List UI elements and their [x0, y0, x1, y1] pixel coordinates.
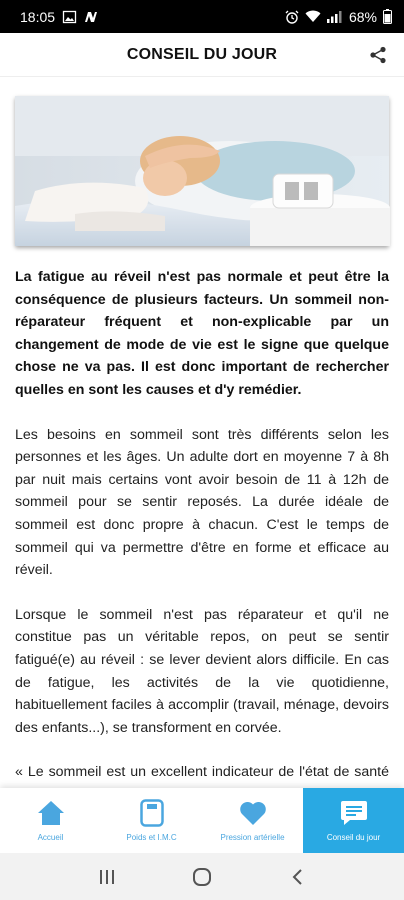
system-navigation-bar: [0, 853, 404, 900]
article-paragraph: Lorsque le sommeil n'est pas réparateur et qu'il ne constitue pas un véritable repos, on peut se sentir fatigué(e) au réveil : se lever devient alors difficile. En cas de fatigue, les activités de la vie quotidienne, habituellement faciles à accomplir (travail, ménage, devoirs des enfants...), se transforment en corvée.: [15, 606, 389, 736]
n-app-icon: [84, 11, 98, 23]
nav-item-poids[interactable]: [101, 788, 202, 853]
nav-label: Poids et I.M.C: [126, 833, 177, 842]
gallery-icon: [63, 11, 76, 23]
home-icon: [37, 799, 65, 827]
article-lead: La fatigue au réveil n'est pas normale et peut être la conséquence de plusieurs facteurs. Un sommeil non-réparateur fréquent et non-explicable par un changement de mode de vie est le signe que quelque chose ne va pas. Il est donc important de rechercher quelles en sont les causes et d'y remédier.: [15, 269, 389, 398]
article-paragraph: Les besoins en sommeil sont très différents selon les personnes et les âges. Un adulte dort en moyenne 7 à 8h par nuit mais certains vont avoir besoin de 11 à 12h de sommeil pour se sentir reposés. La durée idéale de sommeil est donc propre à chacun. C'est le temps de sommeil qui va permettre d'être en forme et efficace au réveil.: [15, 426, 389, 579]
alarm-icon: [285, 10, 299, 24]
battery-icon: [383, 9, 392, 24]
scale-icon: [140, 799, 164, 827]
nav-item-accueil[interactable]: [0, 788, 101, 853]
nav-label: Accueil: [37, 833, 64, 842]
wifi-icon: [305, 10, 321, 23]
back-button[interactable]: [277, 862, 317, 892]
article-body: [15, 266, 389, 829]
app-bar: [0, 33, 404, 77]
system-home-button[interactable]: [182, 862, 222, 892]
battery-percent: 68%: [348, 8, 377, 25]
signal-icon: [327, 10, 343, 23]
recents-icon: [98, 869, 116, 885]
back-icon: [291, 868, 303, 886]
chat-icon: [340, 799, 368, 827]
bottom-navigation: [0, 788, 404, 853]
article-scroll-area[interactable]: [0, 77, 404, 788]
nav-item-pression[interactable]: [202, 788, 303, 853]
home-circle-icon: [192, 867, 212, 887]
heart-icon: [239, 799, 267, 827]
page-title: CONSEIL DU JOUR: [126, 45, 278, 63]
article-paragraph: « Le sommeil est un excellent indicateur de l'état de santé: [15, 764, 389, 781]
nav-label: Pression artérielle: [220, 833, 285, 842]
nav-item-conseil[interactable]: [303, 788, 404, 853]
article-hero-image: [15, 96, 389, 246]
status-bar: [0, 0, 404, 33]
recents-button[interactable]: [87, 862, 127, 892]
share-icon: [369, 46, 387, 64]
share-button[interactable]: [366, 43, 390, 67]
status-time: 18:05: [20, 8, 56, 25]
nav-label: Conseil du jour: [326, 833, 381, 842]
